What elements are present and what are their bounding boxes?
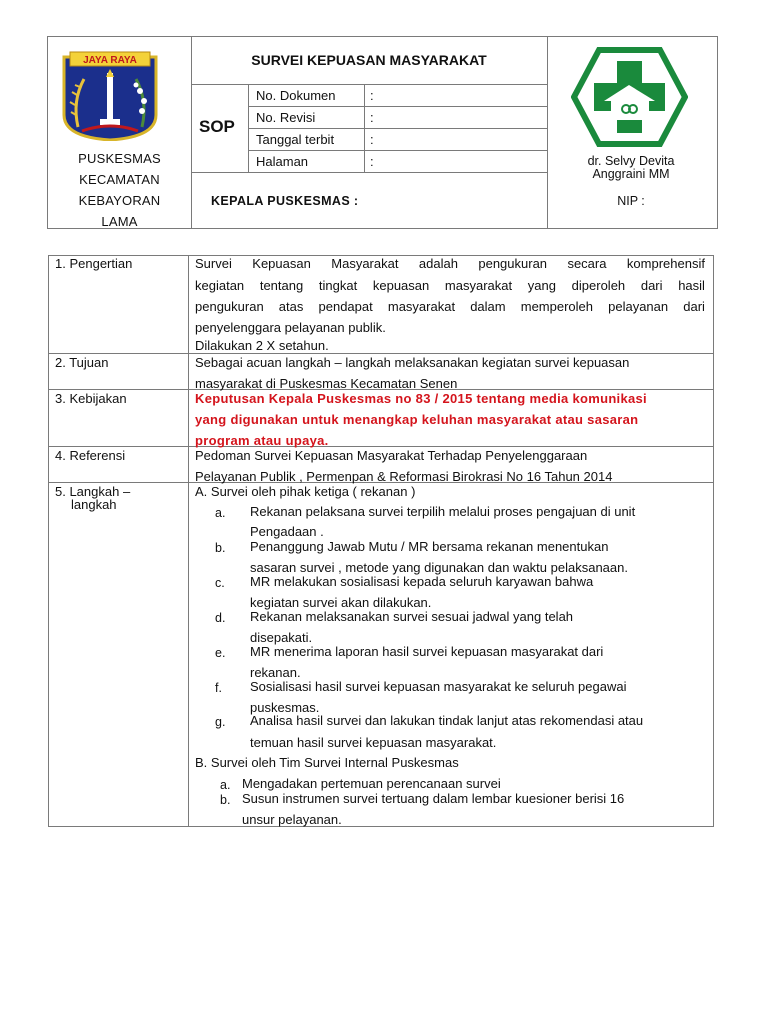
logo-text: JAYA RAYA [83, 55, 137, 66]
row-label-pengertian: 1. Pengertian [55, 256, 133, 271]
step-b-a-line-1: Mengadakan pertemuan perencanaan survei [242, 776, 501, 791]
pengertian-line-3: pengukuran atas pendapat masyarakat dalam memperoleh pelayanan dari [195, 299, 705, 314]
org-line-1: PUSKESMAS [78, 151, 161, 166]
sop-label: SOP [199, 117, 235, 136]
kebijakan-line-3: program atau upaya. [195, 433, 329, 448]
step-c-line-2: kegiatan survei akan dilakukan. [250, 595, 432, 610]
puskesmas-logo [571, 47, 688, 147]
org-line-2: KECAMATAN [79, 172, 160, 187]
tujuan-line-2: masyarakat di Puskesmas Kecamatan Senen [195, 376, 458, 391]
org-line-4: LAMA [101, 214, 138, 229]
signatory-name-1: dr. Selvy Devita [587, 154, 675, 168]
meta-value-halaman: : [370, 154, 374, 169]
pengertian-line-1: Survei Kepuasan Masyarakat adalah pengukuran secara komprehensif [195, 256, 705, 271]
meta-label-revisi: No. Revisi [256, 110, 316, 125]
meta-value-revisi: : [370, 110, 374, 125]
tujuan-line-1: Sebagai acuan langkah – langkah melaksanakan kegiatan survei kepuasan [195, 355, 630, 370]
step-c-letter: c. [215, 576, 225, 590]
org-line-3: KEBAYORAN [78, 193, 161, 208]
referensi-line-2: Pelayanan Publik , Permenpan & Reformasi Birokrasi No 16 Tahun 2014 [195, 469, 613, 484]
kebijakan-line-2: yang digunakan untuk menangkap keluhan masyarakat atau sasaran [195, 412, 639, 427]
pengertian-line-4: penyelenggara pelayanan publik. [195, 320, 386, 335]
kepala-puskesmas-label: KEPALA PUSKESMAS : [211, 194, 359, 208]
step-g-line-1: Analisa hasil survei dan lakukan tindak lanjut atas rekomendasi atau [250, 713, 644, 728]
step-e-line-2: rekanan. [250, 665, 301, 680]
document-title: SURVEI KEPUASAN MASYARAKAT [251, 52, 487, 68]
step-d-line-2: disepakati. [250, 630, 313, 645]
step-f-letter: f. [215, 681, 222, 695]
step-b-b-line-1: Susun instrumen survei tertuang dalam lembar kuesioner berisi 16 [242, 791, 625, 806]
step-b-line-2: sasaran survei , metode yang digunakan dan waktu pelaksanaan. [250, 560, 628, 575]
step-b-b-letter: b. [220, 793, 231, 807]
referensi-line-1: Pedoman Survei Kepuasan Masyarakat Terhadap Penyelenggaraan [195, 448, 588, 463]
step-c-line-1: MR melakukan sosialisasi kepada seluruh karyawan bahwa [250, 574, 594, 589]
pengertian-line-2: kegiatan tentang tingkat kepuasan masyarakat yang diperoleh dari hasil [195, 278, 705, 293]
step-g-line-2: temuan hasil survei kepuasan masyarakat. [250, 735, 497, 750]
row-label-kebijakan: 3. Kebijakan [55, 391, 127, 406]
step-b-a-letter: a. [220, 778, 231, 792]
kebijakan-line-1: Keputusan Kepala Puskesmas no 83 / 2015 tentang media komunikasi [195, 391, 647, 406]
row-label-langkah-2: langkah [71, 497, 117, 512]
step-g-letter: g. [215, 715, 226, 729]
row-label-langkah: 5. Langkah – [55, 484, 131, 499]
meta-label-dokumen: No. Dokumen [256, 88, 336, 103]
step-a-line-2: Pengadaan . [250, 524, 324, 539]
jaya-raya-logo [62, 51, 158, 141]
step-d-letter: d. [215, 611, 226, 625]
signatory-name-2: Anggraini MM [592, 167, 670, 181]
meta-label-tanggal: Tanggal terbit [256, 132, 335, 147]
meta-value-dokumen: : [370, 88, 374, 103]
row-label-tujuan: 2. Tujuan [55, 355, 109, 370]
step-a-line-1: Rekanan pelaksana survei terpilih melalui proses pengajuan di unit [250, 504, 636, 519]
step-d-line-1: Rekanan melaksanakan survei sesuai jadwal yang telah [250, 609, 574, 624]
step-e-line-1: MR menerima laporan hasil survei kepuasan masyarakat dari [250, 644, 604, 659]
meta-value-tanggal: : [370, 132, 374, 147]
step-e-letter: e. [215, 646, 226, 660]
section-a-heading: A. Survei oleh pihak ketiga ( rekanan ) [195, 484, 416, 499]
row-label-referensi: 4. Referensi [55, 448, 126, 463]
step-a-letter: a. [215, 506, 226, 520]
step-b-b-line-2: unsur pelayanan. [242, 812, 342, 827]
nip-label: NIP : [617, 194, 645, 208]
step-f-line-1: Sosialisasi hasil survei kepuasan masyarakat ke seluruh pegawai [250, 679, 627, 694]
step-b-line-1: Penanggung Jawab Mutu / MR bersama rekanan menentukan [250, 539, 609, 554]
section-b-heading: B. Survei oleh Tim Survei Internal Puskesmas [195, 755, 459, 770]
meta-label-halaman: Halaman [256, 154, 309, 169]
pengertian-line-5: Dilakukan 2 X setahun. [195, 338, 329, 353]
step-f-line-2: puskesmas. [250, 700, 320, 715]
step-b-letter: b. [215, 541, 226, 555]
